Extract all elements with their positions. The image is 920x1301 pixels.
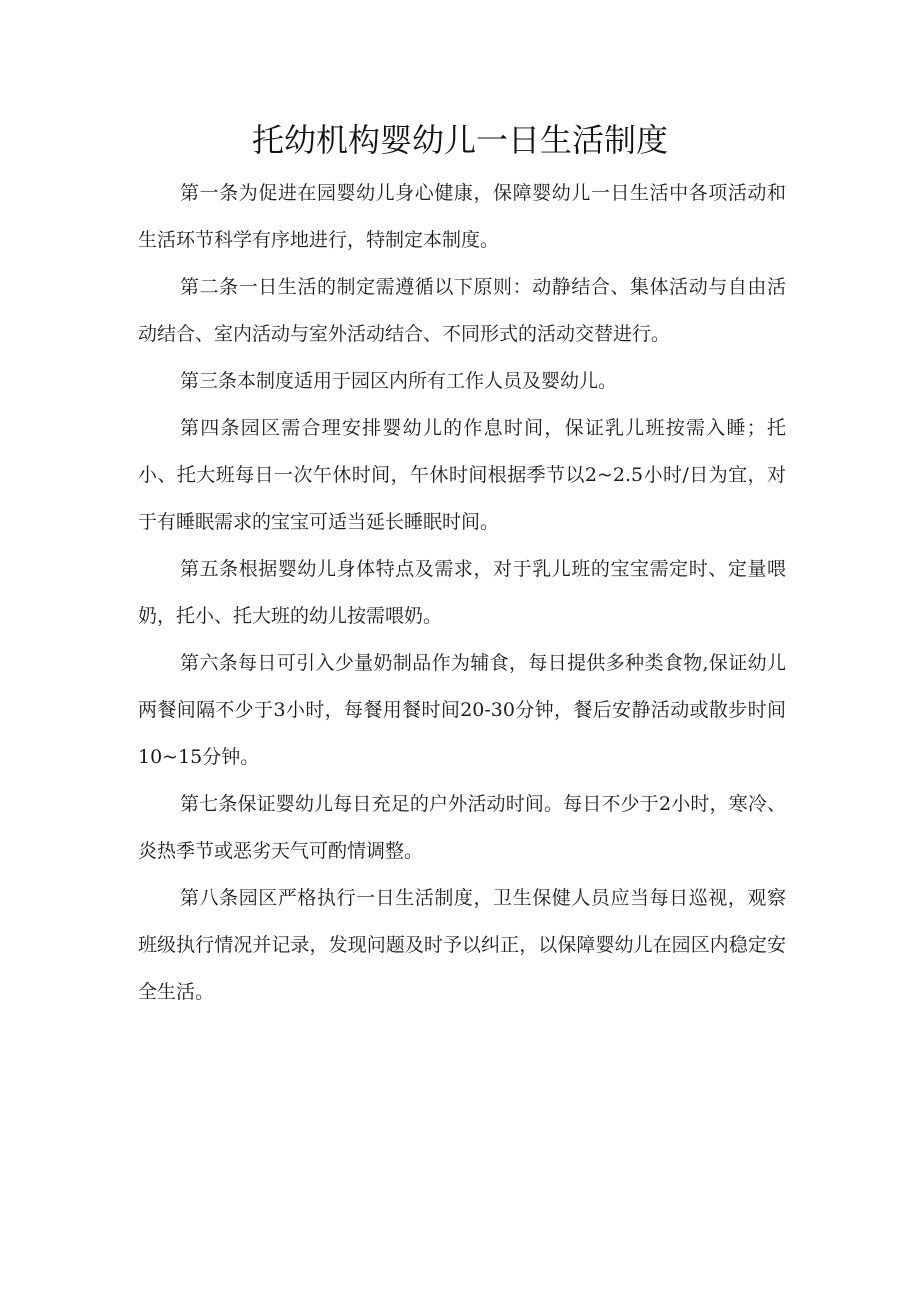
document-body [138,170,786,1016]
article-5: 第五条根据婴幼儿身体特点及需求，对于乳儿班的宝宝需定时、定量喂奶，托小、托大班的幼儿按需喂奶。 [138,558,786,627]
article-3: 第三条本制度适用于园区内所有工作人员及婴幼儿。 [180,370,618,392]
article-4: 第四条园区需合理安排婴幼儿的作息时间，保证乳儿班按需入睡；托小、托大班每日一次午休时间，午休时间根据季节以2~2.5小时/日为宜，对于有睡眠需求的宝宝可适当延长睡眠时间。 [138,417,786,533]
article-7: 第七条保证婴幼儿每日充足的户外活动时间。每日不少于2小时，寒冷、炎热季节或恶劣天气可酌情调整。 [138,793,786,862]
article-1: 第一条为促进在园婴幼儿身心健康，保障婴幼儿一日生活中各项活动和生活环节科学有序地进行，特制定本制度。 [138,182,786,251]
document-title: 托幼机构婴幼儿一日生活制度 [251,121,668,159]
article-2: 第二条一日生活的制定需遵循以下原则：动静结合、集体活动与自由活动结合、室内活动与室外活动结合、不同形式的活动交替进行。 [138,276,786,345]
article-8: 第八条园区严格执行一日生活制度，卫生保健人员应当每日巡视，观察班级执行情况并记录，发现问题及时予以纠正，以保障婴幼儿在园区内稳定安全生活。 [138,887,786,1003]
article-6: 第六条每日可引入少量奶制品作为辅食，每日提供多种类食物,保证幼儿两餐间隔不少于3小时，每餐用餐时间20-30分钟，餐后安静活动或散步时间10~15分钟。 [138,652,786,768]
